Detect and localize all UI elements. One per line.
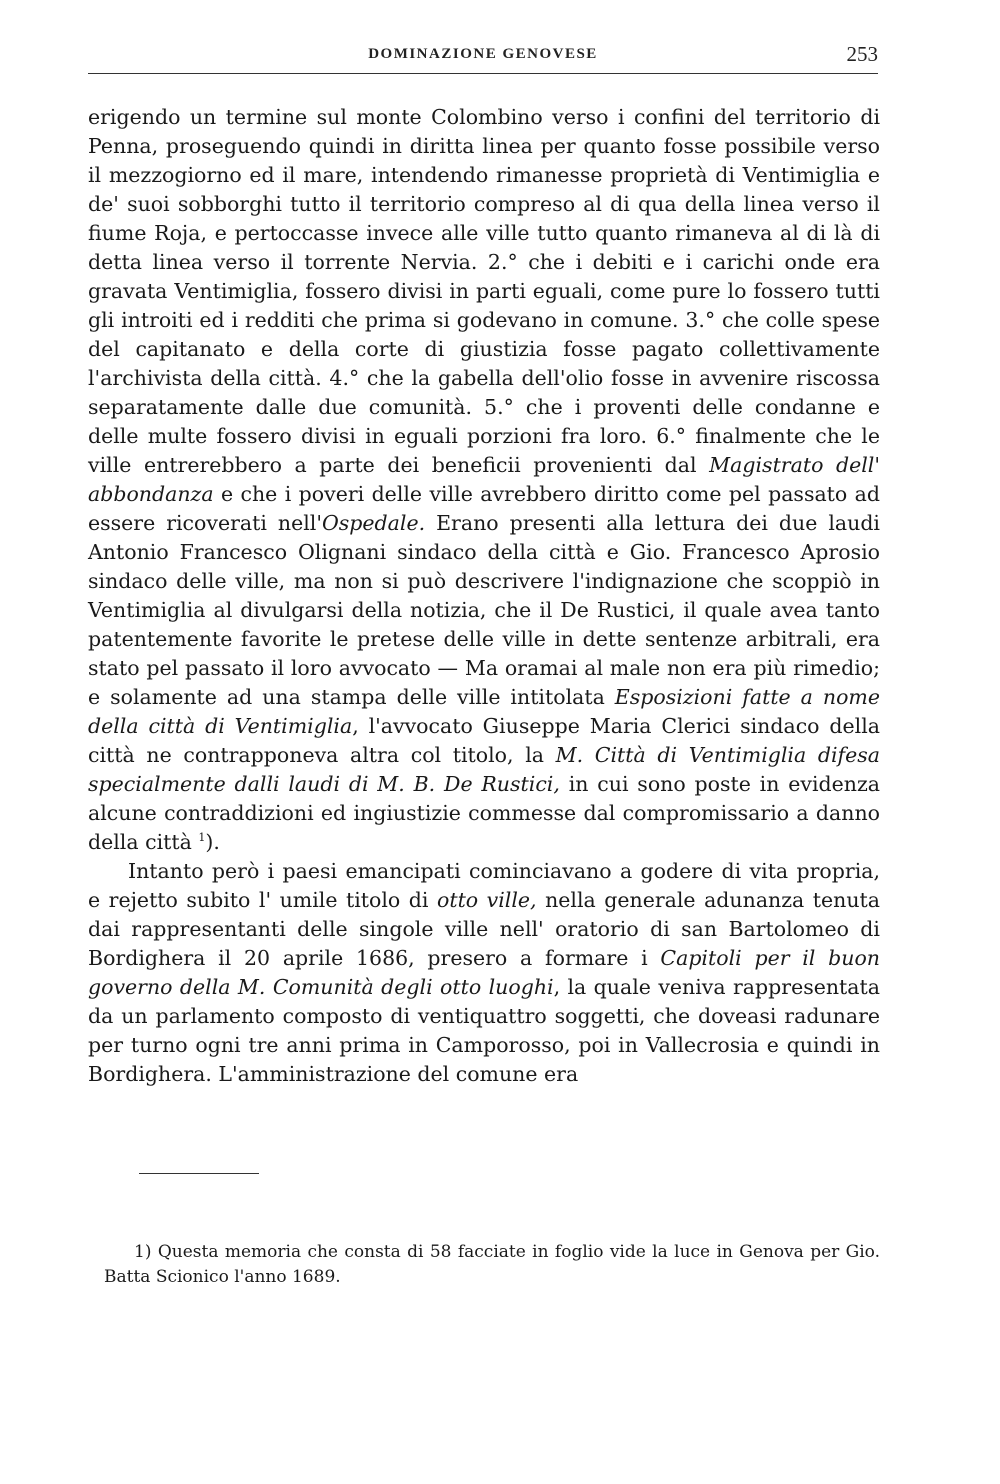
- text-run: erigendo un termine sul monte Colombino verso i confini del territorio di Penna, proseguendo quindi in diritta linea per quanto fosse possibile verso il mezzogiorno ed il mare, intendendo rimanesse proprietà di Ventimiglia e de' suoi sobborghi tutto il territorio compreso al di qua della linea verso il fiume Roja, e pertoccasse invece alle ville tutto quanto rimaneva al di là di detta linea verso il torrente Nervia. 2.° che i debiti e i carichi onde era gravata Ventimiglia, fossero divisi in parti eguali, come pure lo fossero tutti gli introiti ed i redditi che prima si godevano in comune. 3.° che colle spese del capitanato e della corte di giustizia fosse pagato collettivamente l'archivista della città. 4.° che la gabella dell'olio fosse in avvenire riscossa separatamente dalle due comunità. 5.° che i proventi delle condanne e delle multe fossero divisi in eguali porzioni fra loro. 6.° finalmente che le ville entrerebbero a parte dei beneficii provenienti dal: [88, 105, 880, 477]
- footnote: [104, 1240, 880, 1290]
- footnote-marker: 1): [134, 1242, 152, 1262]
- running-title: DOMINAZIONE GENOVESE: [368, 46, 598, 62]
- page-number: 253: [846, 42, 878, 66]
- text-run: in cui sono poste in evidenza alcune contraddizioni ed ingiustizie commesse dal compromissario a danno della città: [88, 772, 880, 854]
- italic-run: M. Città di Ventimiglia difesa specialmente dalli laudi di M. B. De Rustici,: [88, 743, 880, 796]
- text-run: Intanto però i paesi emancipati cominciavano a godere di vita propria, e rejetto subito l' umile titolo di: [88, 859, 880, 912]
- text-run: e che i poveri delle ville avrebbero diritto come pel passato ad essere ricoverati nell': [88, 482, 880, 535]
- italic-run: Ospedale.: [321, 511, 426, 535]
- text-run: ).: [205, 830, 220, 854]
- page-header: [88, 40, 878, 76]
- footnote-reference: 1: [198, 831, 206, 845]
- text-run: , l'avvocato Giuseppe Maria Clerici sindaco della città ne contrapponeva altra col titolo, la: [88, 714, 881, 767]
- italic-run: otto ville,: [436, 888, 537, 912]
- header-rule: [88, 73, 878, 74]
- paragraph-1: [88, 103, 880, 857]
- footnote-body: Questa memoria che consta di 58 facciate in foglio vide la luce in Genova per Gio. Batta Scionico l'anno 1689.: [104, 1242, 880, 1287]
- text-run: Erano presenti alla lettura dei due laudi Antonio Francesco Olignani sindaco della città e Gio. Francesco Aprosio sindaco delle ville, ma non si può descrivere l'indignazione che scoppiò in Ventimiglia al divulgarsi della notizia, che il De Rustici, il quale avea tanto patentemente favorite le pretese delle ville in dette sentenze arbitrali, era stato pel passato il loro avvocato — Ma oramai al male non era più rimedio; e solamente ad una stampa delle ville intitolata: [88, 511, 880, 709]
- footnote-text: [104, 1240, 880, 1290]
- text-run: , la quale veniva rappresentata da un parlamento composto di ventiquattro soggetti, che doveasi radunare per turno ogni tre anni prima in Camporosso, poi in Vallecrosia e quindi in Bordighera. L'amministrazione del comune era: [88, 975, 880, 1086]
- text-run: nella generale adunanza tenuta dai rappresentanti delle singole ville nell' oratorio di san Bartolomeo di Bordighera il 20 aprile 1686, presero a formare i: [88, 888, 881, 970]
- italic-run: Esposizioni fatte a nome della città di Ventimiglia: [88, 685, 880, 738]
- paragraph-2: [88, 857, 880, 1089]
- italic-run: Magistrato dell' abbondanza: [88, 453, 880, 506]
- italic-run: Capitoli per il buon governo della M. Comunità degli otto luoghi: [88, 946, 880, 999]
- footnote-rule: [139, 1173, 259, 1174]
- main-text: [88, 103, 880, 1089]
